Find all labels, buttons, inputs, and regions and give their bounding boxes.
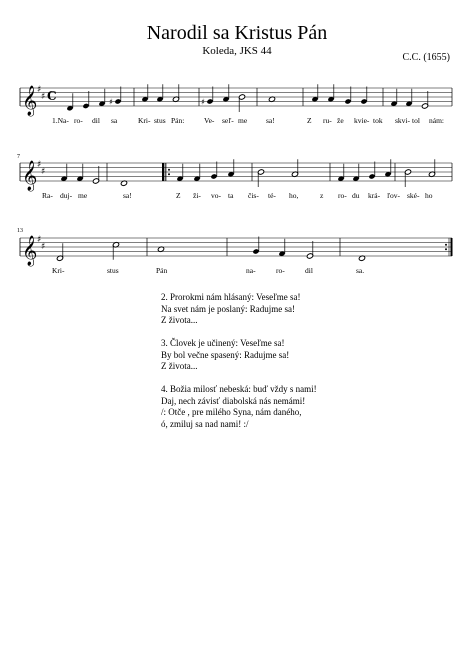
sharp-icon: ♯ bbox=[41, 242, 46, 252]
lyric-syllable: čis- bbox=[248, 191, 259, 200]
verse-line: 4. Božia milosť nebeská: buď vždy s nami! bbox=[161, 384, 317, 394]
lyric-syllable: ro- bbox=[338, 191, 347, 200]
lyric-syllable: ho bbox=[425, 191, 433, 200]
lyric-syllable: 1.Na- bbox=[52, 116, 69, 125]
lyric-syllable: sa. bbox=[356, 266, 365, 275]
lyric-syllable: nám: bbox=[429, 116, 444, 125]
lyric-syllable: dil bbox=[305, 266, 313, 275]
lyric-syllable: na- bbox=[246, 266, 256, 275]
lyric-syllable: ho, bbox=[289, 191, 299, 200]
lyric-syllable: z bbox=[320, 191, 324, 200]
song-title: Narodil sa Kristus Pán bbox=[146, 22, 328, 44]
sharp-icon: ♯ bbox=[37, 85, 42, 95]
sharp-icon: ♯ bbox=[109, 97, 113, 107]
lyric-syllable: Ve- bbox=[204, 116, 215, 125]
verse-line: Na svet nám je poslaný: Radujme sa! bbox=[161, 303, 295, 314]
sharp-icon: ♯ bbox=[37, 235, 42, 245]
verse-3 bbox=[161, 338, 317, 373]
sharp-icon: ♯ bbox=[201, 97, 205, 107]
lyric-syllable: tol bbox=[412, 116, 420, 125]
lyric-syllable: té- bbox=[268, 191, 276, 200]
repeat-thick-bar bbox=[162, 163, 164, 181]
measure-number-7: 7 bbox=[17, 154, 20, 160]
lyric-syllable: ro- bbox=[276, 266, 285, 275]
treble-clef-icon: 𝄞 bbox=[22, 86, 38, 116]
lyric-syllable: ži- bbox=[193, 191, 201, 200]
verse-line: 3. Človek je učinený: Veseľme sa! bbox=[161, 338, 285, 348]
measure-number-13: 13 bbox=[17, 228, 23, 234]
lyric-syllable: Pán bbox=[156, 266, 168, 275]
lyric-syllable: Z bbox=[176, 191, 181, 200]
lyric-syllable: Z bbox=[307, 116, 312, 125]
repeat-dot bbox=[445, 244, 447, 246]
sharp-icon: ♯ bbox=[41, 92, 46, 102]
lyric-syllable: me bbox=[238, 116, 248, 125]
treble-clef-icon: 𝄞 bbox=[22, 236, 38, 266]
sharp-icon: ♯ bbox=[37, 160, 42, 170]
lyric-syllable: vo- bbox=[211, 191, 221, 200]
verse-line: By bol večne spasený: Radujme sa! bbox=[161, 349, 290, 360]
repeat-dot bbox=[168, 173, 170, 175]
lyric-syllable: sa! bbox=[266, 116, 275, 125]
verse-line: Z života... bbox=[161, 315, 198, 325]
lyric-syllable: že bbox=[337, 116, 344, 125]
final-barline bbox=[451, 238, 453, 256]
lyric-syllable: Pán: bbox=[171, 116, 185, 125]
common-time-icon: C bbox=[47, 89, 57, 103]
lyric-syllable: Ra- bbox=[42, 191, 53, 200]
lyric-syllable: stus bbox=[107, 266, 119, 275]
lyric-syllable: ro- bbox=[74, 116, 83, 125]
verse-4 bbox=[161, 384, 317, 430]
sharp-icon: ♯ bbox=[41, 167, 46, 177]
lyric-syllable: krá- bbox=[368, 191, 381, 200]
verse-line: /: Otče , pre milého Syna, nám daného, bbox=[161, 407, 302, 417]
treble-clef-icon: 𝄞 bbox=[22, 161, 38, 191]
lyric-syllable: dil bbox=[92, 116, 100, 125]
verse-2 bbox=[161, 292, 317, 327]
lyric-syllable: Kri- bbox=[52, 266, 65, 275]
lyric-syllable: me bbox=[78, 191, 88, 200]
composer-credit: C.C. (1655) bbox=[402, 52, 450, 63]
lyric-syllable: kvie- bbox=[354, 116, 370, 125]
lyric-syllable: stus bbox=[154, 116, 166, 125]
verse-line: 2. Prorokmi nám hlásaný: Veseľme sa! bbox=[161, 292, 301, 302]
lyric-syllable: du bbox=[352, 191, 360, 200]
lyric-syllable: ské- bbox=[407, 191, 420, 200]
lyric-syllable: ta bbox=[228, 191, 234, 200]
lyric-syllable: duj- bbox=[60, 191, 73, 200]
repeat-dot bbox=[168, 169, 170, 171]
lyric-syllable: Kri- bbox=[138, 116, 151, 125]
lyric-syllable: seľ- bbox=[222, 116, 234, 125]
lyric-syllable: sa bbox=[111, 116, 118, 125]
verse-line: Daj, nech závisť diabolská nás nemámi! bbox=[161, 395, 306, 406]
song-subtitle: Koleda, JKS 44 bbox=[202, 45, 272, 57]
lyric-syllable: ľov- bbox=[387, 191, 401, 200]
lyric-syllable: tok bbox=[373, 116, 383, 125]
verses-block bbox=[161, 292, 317, 442]
lyric-syllable: skvi- bbox=[395, 116, 410, 125]
lyric-syllable: sa! bbox=[123, 191, 132, 200]
lyric-syllable: ru- bbox=[323, 116, 332, 125]
repeat-dot bbox=[445, 248, 447, 250]
verse-line: ó, zmiluj sa nad nami! :/ bbox=[161, 418, 249, 429]
verse-line: Z života... bbox=[161, 361, 198, 371]
